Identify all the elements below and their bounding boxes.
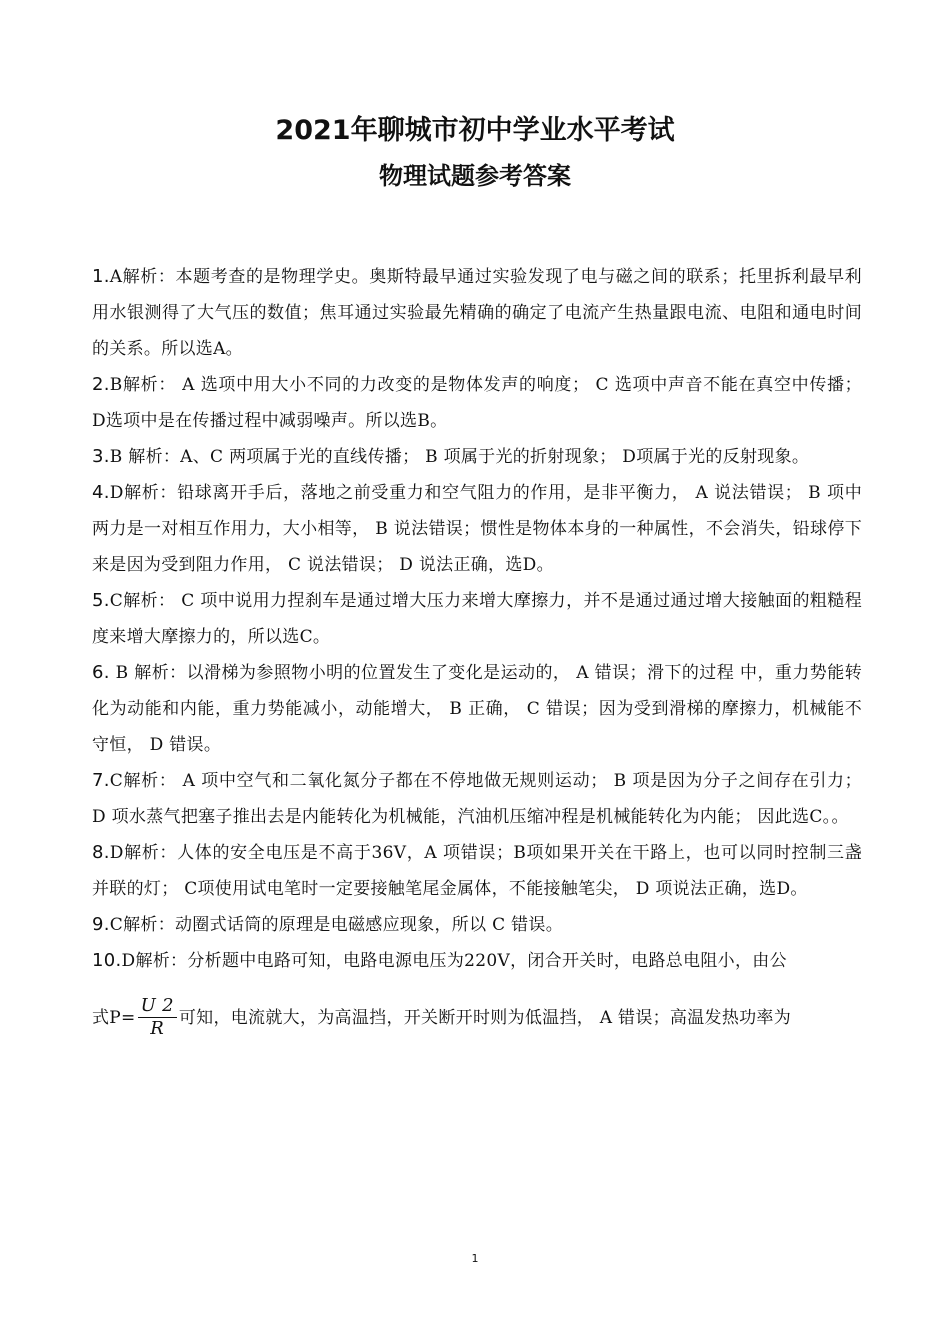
- page-number: 1: [471, 1252, 479, 1265]
- fraction-numerator: U 2: [138, 995, 177, 1018]
- question-number: 9.: [92, 914, 110, 935]
- formula-line: [92, 995, 862, 1040]
- answer-item-3: [92, 439, 862, 475]
- answer-text: D解析：铅球离开手后，落地之前受重力和空气阻力的作用，是非平衡力， A 说法错误； B 项中两力是一对相互作用力，大小相等， B 说法错误；惯性是物体本身的一种属性，不会消失，铅球停下来是因为受到阻力作用， C 说法错误； D 说法正确，选D。: [92, 483, 862, 575]
- answer-item-10: [92, 943, 862, 979]
- question-number: 7.: [92, 770, 110, 791]
- power-formula-fraction: [138, 995, 177, 1040]
- formula-suffix: 可知，电流就大，为高温挡，开关断开时则为低温挡， A 错误；高温发热功率为: [178, 1007, 792, 1028]
- page-title: 2021年聊城市初中学业水平考试: [275, 115, 675, 146]
- question-number: 8.: [92, 842, 110, 863]
- answer-text: B 解析：以滑梯为参照物小明的位置发生了变化是运动的， A 错误；滑下的过程 中，重力势能转化为动能和内能，重力势能减小，动能增大， B 正确， C 错误；因为受到滑梯的摩擦力，机械能不守恒， D 错误。: [92, 663, 862, 755]
- answer-item-4: [92, 475, 862, 583]
- question-number: 2.: [92, 374, 110, 395]
- answer-item-1: [92, 259, 862, 367]
- answer-text: B 解析：A、C 两项属于光的直线传播； B 项属于光的折射现象； D项属于光的反射现象。: [109, 447, 810, 467]
- answer-item-5: [92, 583, 862, 655]
- answer-text: B解析： A 选项中用大小不同的力改变的是物体发声的响度； C 选项中声音不能在真空中传播； D选项中是在传播过程中减弱噪声。所以选B。: [92, 375, 862, 431]
- question-number: 10.: [92, 950, 122, 971]
- answer-item-2: [92, 367, 862, 439]
- answer-item-8: [92, 835, 862, 907]
- answer-text: A解析：本题考查的是物理学史。奥斯特最早通过实验发现了电与磁之间的联系；托里拆利最早利用水银测得了大气压的数值；焦耳通过实验最先精确的确定了电流产生热量跟电流、电阻和通电时间的关系。所以选A。: [92, 267, 862, 359]
- answer-text: C解析：动圈式话筒的原理是电磁感应现象，所以 C 错误。: [109, 915, 564, 935]
- answer-item-7: [92, 763, 862, 835]
- page-subtitle: 物理试题参考答案: [379, 162, 571, 190]
- answer-item-6: [92, 655, 862, 763]
- question-number: 5.: [92, 590, 110, 611]
- question-number: 3.: [92, 446, 110, 467]
- answer-body: [92, 259, 862, 1040]
- question-number: 6.: [92, 662, 110, 683]
- answer-text: C解析： A 项中空气和二氧化氮分子都在不停地做无规则运动； B 项是因为分子之间存在引力； D 项水蒸气把塞子推出去是内能转化为机械能，汽油机压缩冲程是机械能转化为内能； 因此选C。。: [92, 771, 862, 827]
- answer-text: D解析：人体的安全电压是不高于36V，A 项错误；B项如果开关在干路上，也可以同时控制三盏并联的灯； C项使用试电笔时一定要接触笔尾金属体，不能接触笔尖， D 项说法正确，选D。: [92, 843, 862, 899]
- question-number: 1.: [92, 266, 110, 287]
- answer-text: C解析： C 项中说用力捏刹车是通过增大压力来增大摩擦力，并不是通过通过增大接触面的粗糙程度来增大摩擦力的，所以选C。: [92, 591, 862, 647]
- question-number: 4.: [92, 482, 110, 503]
- answer-item-9: [92, 907, 862, 943]
- formula-prefix: 式P=: [92, 1007, 136, 1028]
- fraction-denominator: R: [150, 1018, 165, 1039]
- answer-text: D解析：分析题中电路可知，电路电源电压为220V，闭合开关时，电路总电阻小，由公: [121, 951, 787, 971]
